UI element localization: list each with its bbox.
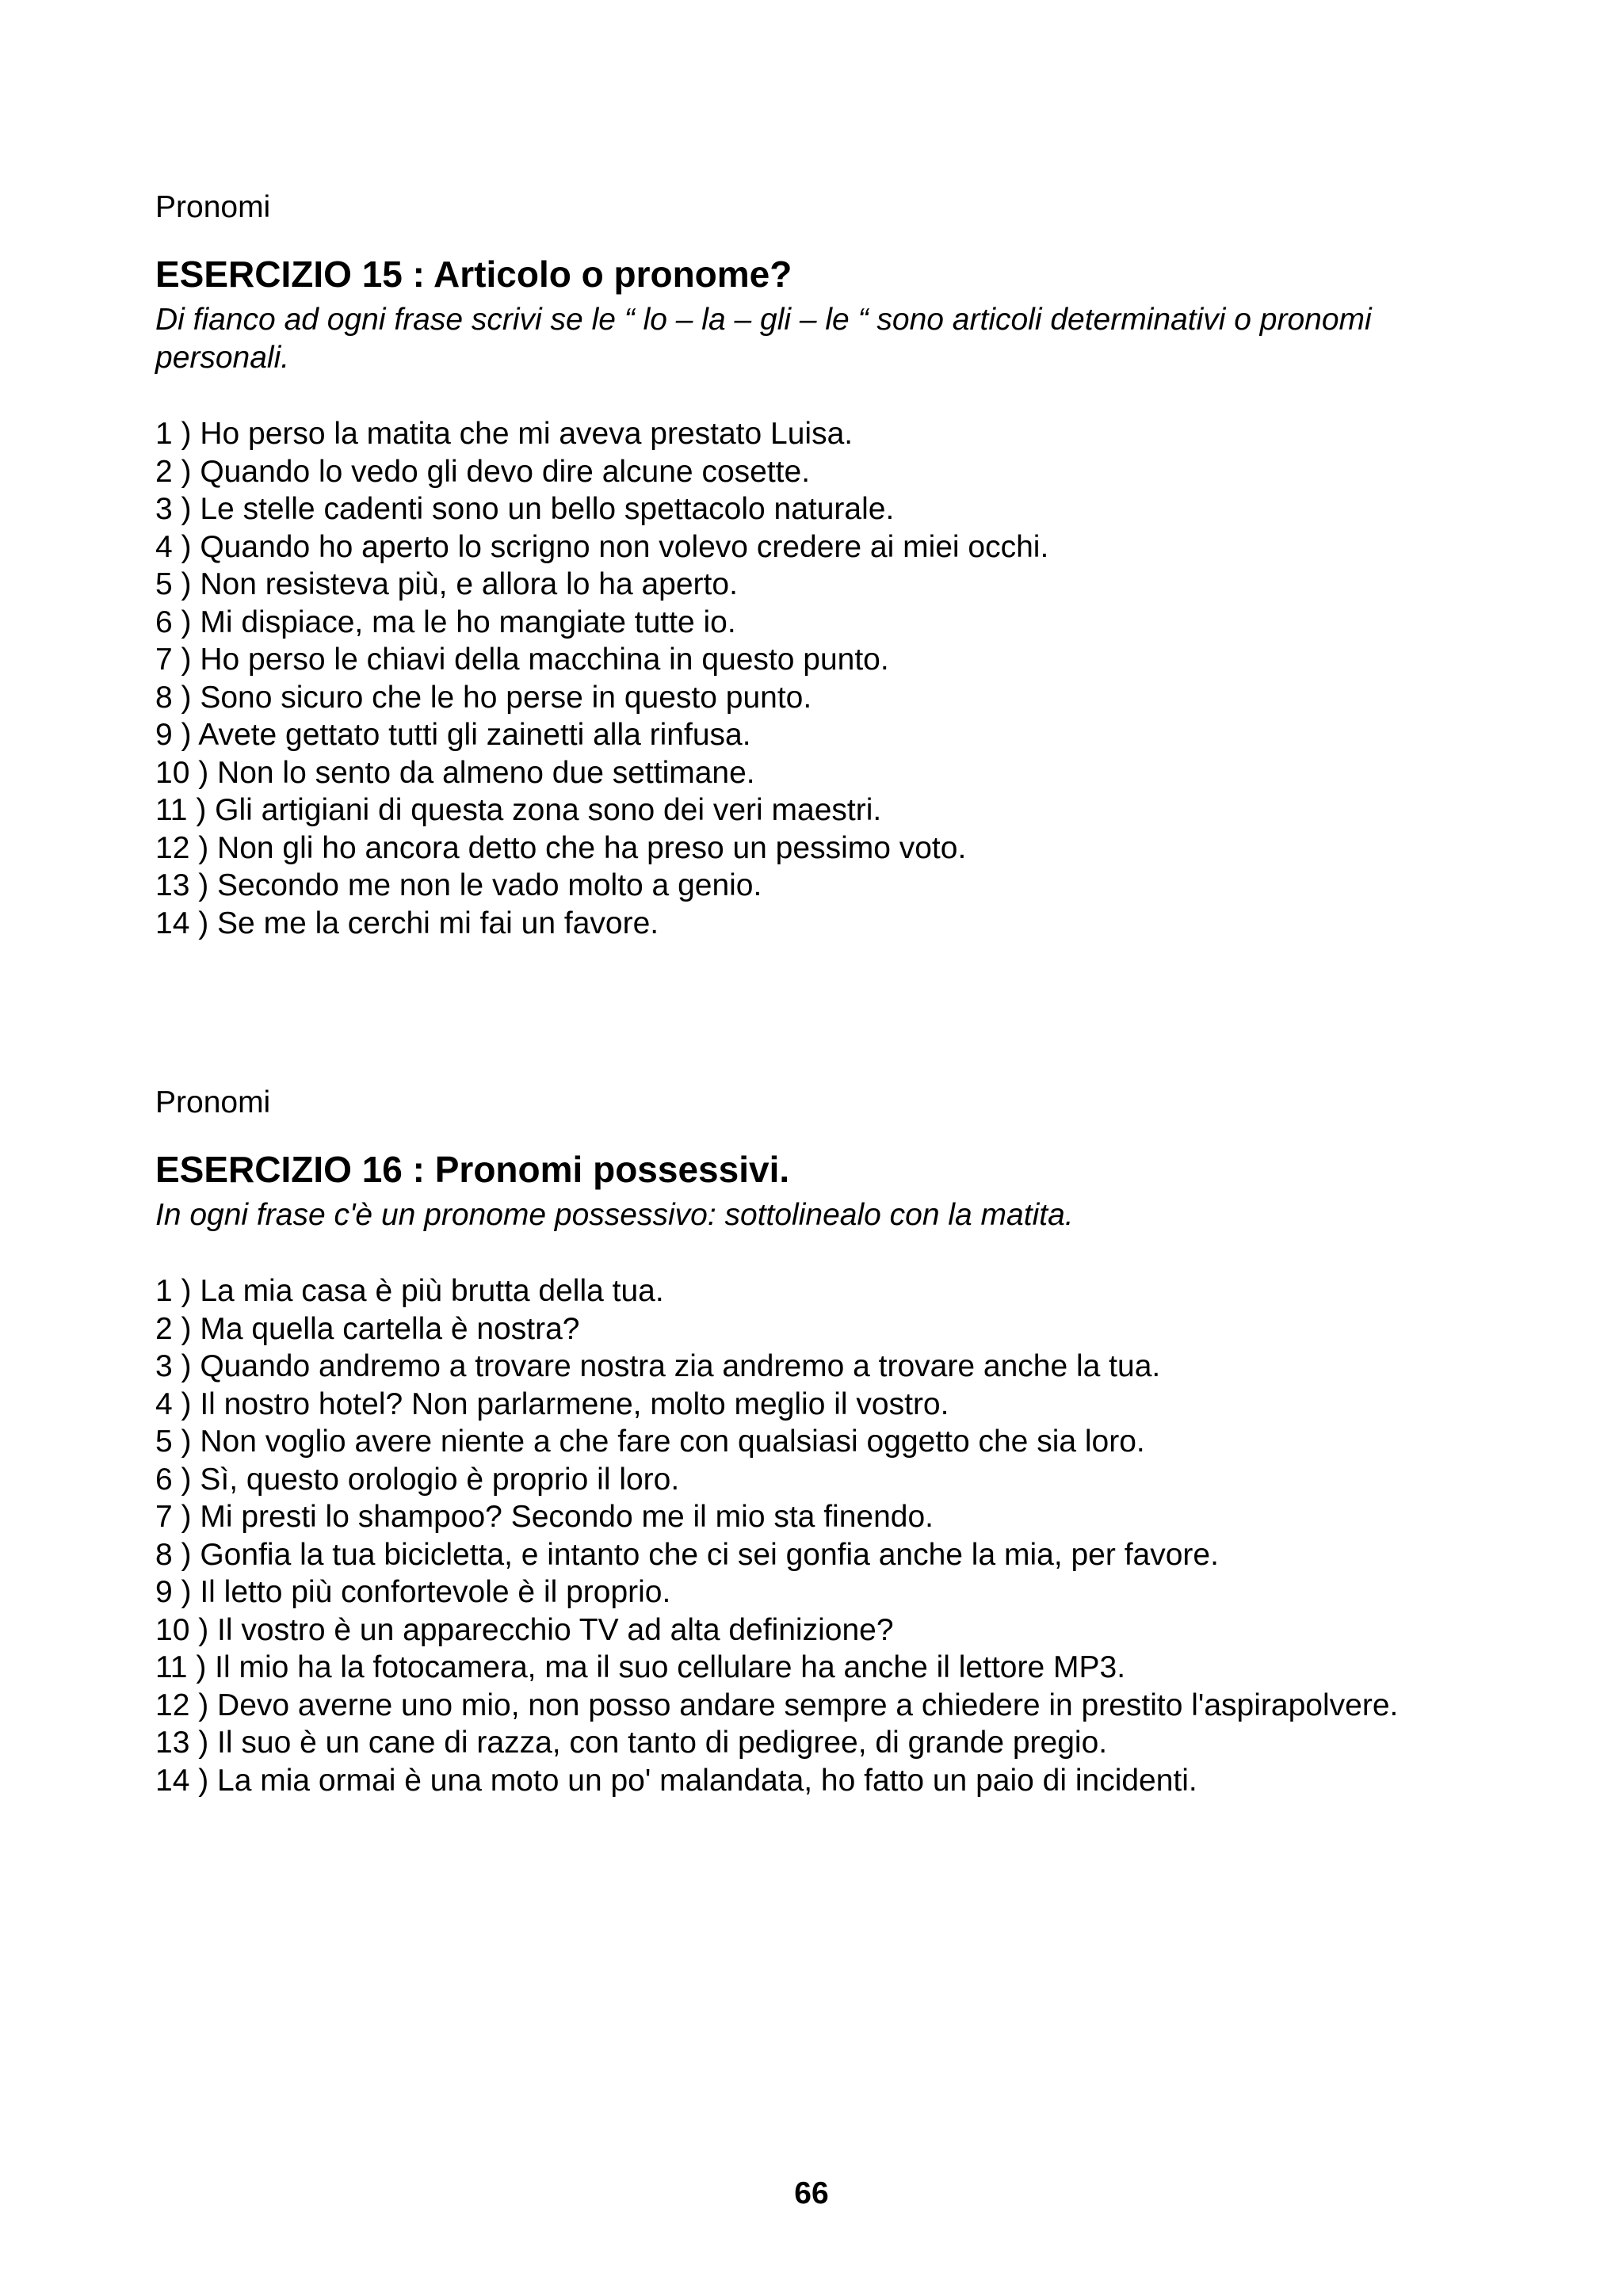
exercise-16-sentence-list (155, 1272, 1471, 1799)
page-number: 66 (794, 2176, 829, 2210)
section-category-label: Pronomi (155, 190, 271, 224)
sentence-item: 6 ) Sì, questo orologio è proprio il loro. (155, 1462, 680, 1497)
sentence-item: 4 ) Il nostro hotel? Non parlarmene, molto meglio il vostro. (155, 1386, 949, 1421)
sentence-item: 11 ) Gli artigiani di questa zona sono dei veri maestri. (155, 793, 882, 827)
sentence-item: 8 ) Gonfia la tua bicicletta, e intanto che ci sei gonfia anche la mia, per favore. (155, 1537, 1219, 1572)
sentence-item: 13 ) Il suo è un cane di razza, con tanto di pedigree, di grande pregio. (155, 1726, 1108, 1760)
sentence-item: 2 ) Ma quella cartella è nostra? (155, 1311, 580, 1346)
exercise-16-instructions: In ogni frase c'è un pronome possessivo: sottolinealo con la matita. (155, 1198, 1074, 1232)
exercise-15-instructions: Di fianco ad ogni frase scrivi se le “ lo – la – gli – le “ sono articoli determinativi o pronomi personali. (155, 303, 1372, 375)
section-category-label: Pronomi (155, 1085, 271, 1119)
sentence-item: 2 ) Quando lo vedo gli devo dire alcune cosette. (155, 454, 811, 489)
sentence-item: 3 ) Le stelle cadenti sono un bello spettacolo naturale. (155, 492, 895, 526)
sentence-item: 11 ) Il mio ha la fotocamera, ma il suo cellulare ha anche il lettore MP3. (155, 1650, 1126, 1684)
sentence-item: 13 ) Secondo me non le vado molto a genio. (155, 868, 762, 902)
sentence-item: 6 ) Mi dispiace, ma le ho mangiate tutte io. (155, 605, 736, 639)
sentence-item: 1 ) La mia casa è più brutta della tua. (155, 1274, 664, 1308)
sentence-item: 4 ) Quando ho aperto lo scrigno non volevo credere ai miei occhi. (155, 529, 1049, 564)
sentence-item: 12 ) Non gli ho ancora detto che ha preso un pessimo voto. (155, 830, 967, 865)
sentence-item: 5 ) Non resisteva più, e allora lo ha aperto. (155, 567, 738, 601)
sentence-item: 7 ) Ho perso le chiavi della macchina in questo punto. (155, 643, 889, 677)
sentence-item: 5 ) Non voglio avere niente a che fare con qualsiasi oggetto che sia loro. (155, 1425, 1145, 1459)
exercise-15-sentence-list (155, 415, 1471, 942)
exercise-15-section (155, 189, 1471, 942)
sentence-item: 14 ) La mia ormai è una moto un po' malandata, ho fatto un paio di incidenti. (155, 1763, 1197, 1798)
sentence-item: 12 ) Devo averne uno mio, non posso andare sempre a chiedere in prestito l'aspirapolvere. (155, 1688, 1399, 1722)
sentence-item: 9 ) Il letto più confortevole è il proprio. (155, 1575, 671, 1609)
sentence-item: 3 ) Quando andremo a trovare nostra zia andremo a trovare anche la tua. (155, 1349, 1161, 1383)
exercise-16-title: ESERCIZIO 16 : Pronomi possessivi. (155, 1149, 790, 1190)
exercise-15-title: ESERCIZIO 15 : Articolo o pronome? (155, 254, 792, 295)
sentence-item: 9 ) Avete gettato tutti gli zainetti alla rinfusa. (155, 718, 751, 752)
exercise-16-section (155, 1084, 1471, 1799)
sentence-item: 10 ) Non lo sento da almeno due settimane. (155, 755, 755, 790)
sentence-item: 7 ) Mi presti lo shampoo? Secondo me il mio sta finendo. (155, 1500, 934, 1534)
sentence-item: 10 ) Il vostro è un apparecchio TV ad alta definizione? (155, 1612, 894, 1647)
sentence-item: 8 ) Sono sicuro che le ho perse in questo punto. (155, 680, 812, 715)
sentence-item: 14 ) Se me la cerchi mi fai un favore. (155, 906, 659, 940)
sentence-item: 1 ) Ho perso la matita che mi aveva prestato Luisa. (155, 417, 854, 451)
